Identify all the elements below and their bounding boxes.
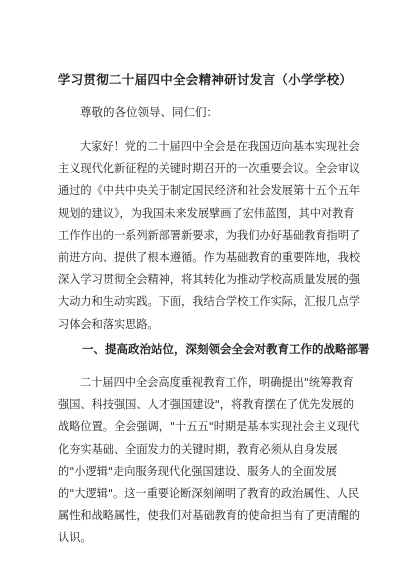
document-title: 学习贯彻二十届四中全会精神研讨发言（小学学校） bbox=[57, 72, 353, 87]
section-heading-1: 一、提高政治站位，深刻领会全会对教育工作的战略部署 bbox=[82, 342, 370, 356]
paragraph-intro: 大家好！党的二十届四中全会是在我国迈向基本实现社会主义现代化新征程的关键时期召开的一次重要会议。全会审议通过的《中共中央关于制定国民经济和社会发展第十五个五年规划的建议》，为我国未来发展擘画了宏伟蓝图，其中对教育工作作出的一系列新部署新要求，为我们办好基础教育指明了前进方向、提供了根本遵循。作为基础教育的重要阵地，我校深入学习贯彻全会精神，将其转化为推动学校高质量发展的强大动力和生动实践。下面，我结合学校工作实际，汇报几点学习体会和落实思路。 bbox=[58, 140, 361, 331]
paragraph-section-1: 二十届四中全会高度重视教育工作，明确提出"统筹教育强国、科技强国、人才强国建设"，将教育摆在了优先发展的战略位置。全会强调，"十五五"时期是基本实现社会主义现代化夯实基础、全面发力的关键时期，教育必须从自身发展的"小逻辑"走向服务现代化强国建设、服务人的全面发展的"大逻辑"。这一重要论断深刻阐明了教育的政治属性、人民属性和战略属性，使我们对基础教育的使命担当有了更清醒的认识。 bbox=[58, 376, 361, 545]
salutation: 尊敬的各位领导、同仁们： bbox=[80, 105, 218, 119]
